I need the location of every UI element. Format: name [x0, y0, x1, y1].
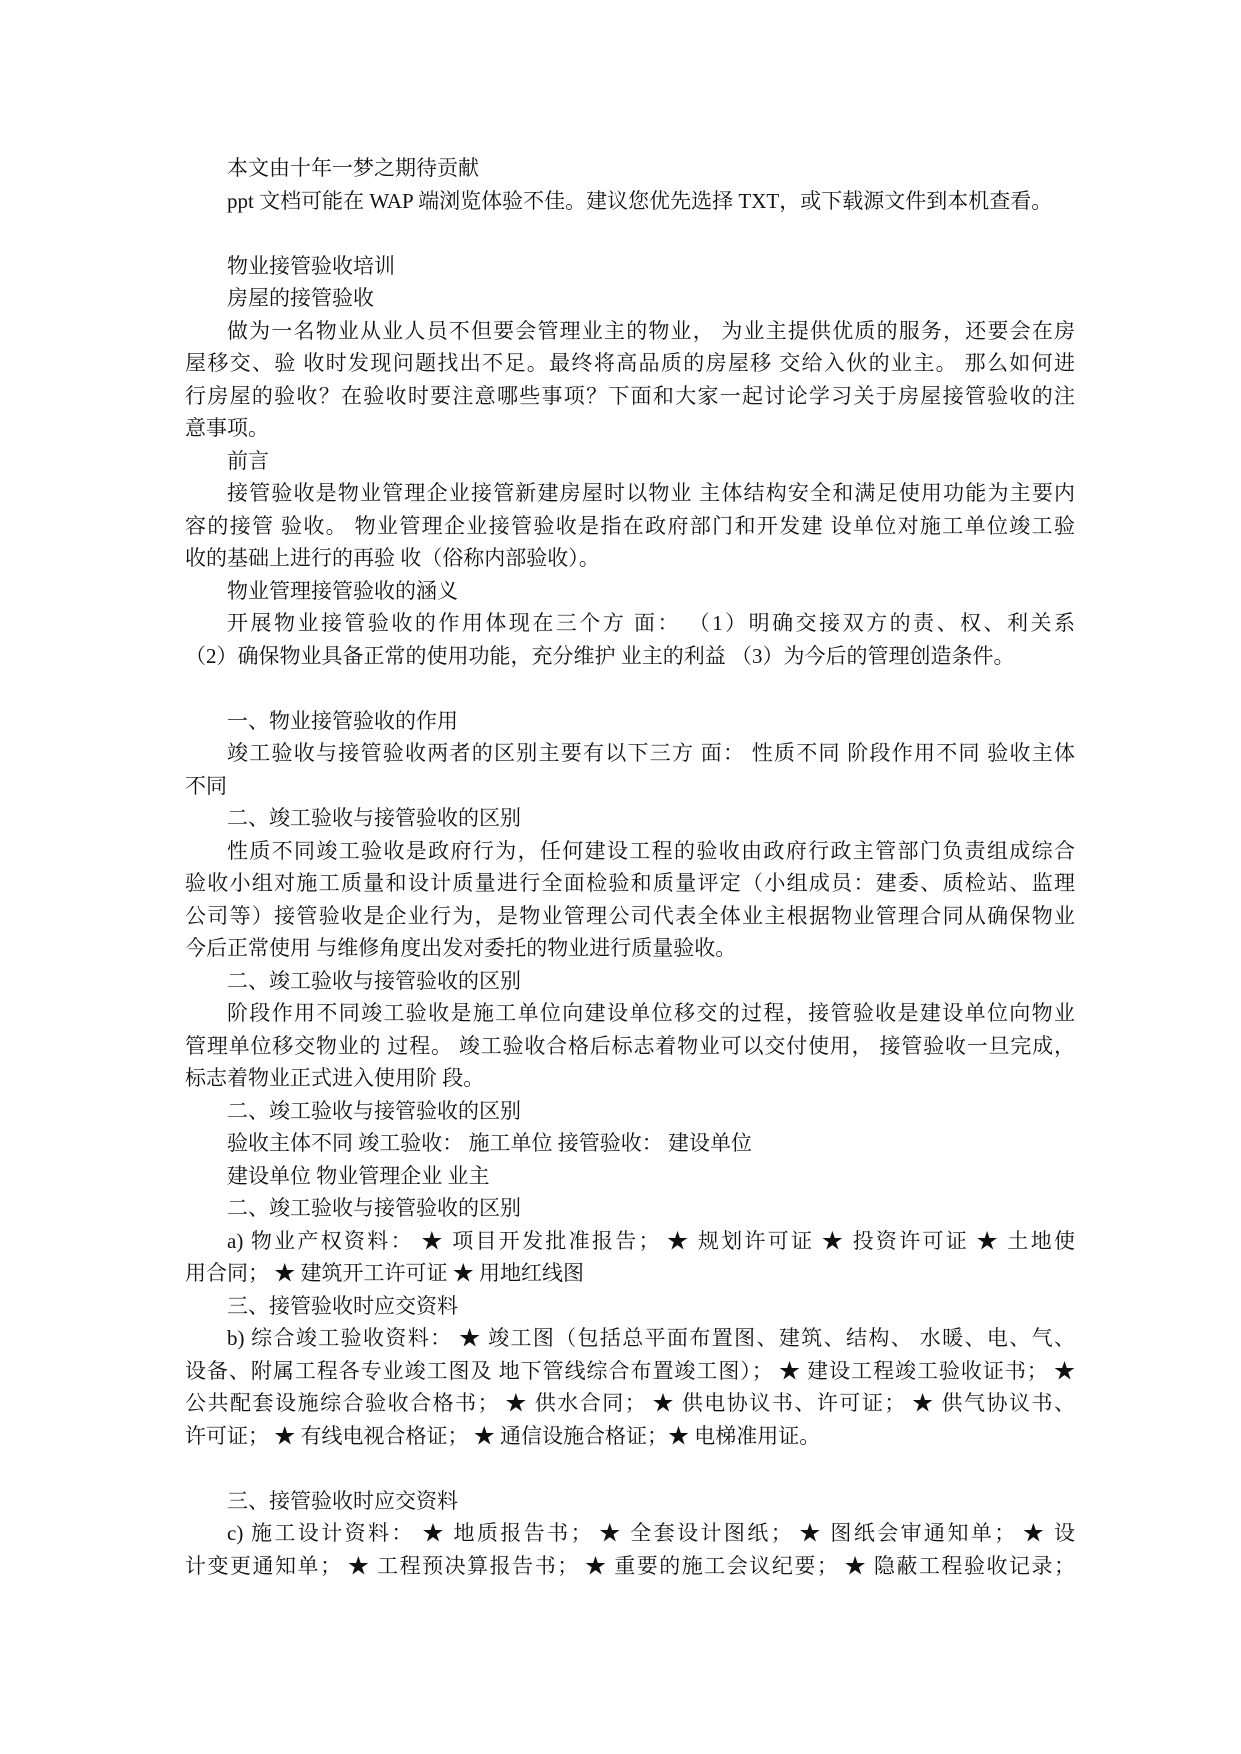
section-heading: 房屋的接管验收 — [227, 286, 374, 310]
blank-line — [185, 1452, 1075, 1485]
blank-line — [185, 672, 1075, 705]
text-line: （2）确保物业具备正常的使用功能，充分维护 业主的利益 （3）为今后的管理创造条件。 — [185, 643, 1015, 668]
text-line: 性质不同竣工验收是政府行为，任何建设工程的验收由政府行政主管部门负责组成综合 — [227, 838, 1075, 863]
notice-line: ppt 文档可能在 WAP 端浏览体验不佳。建议您优先选择 TXT，或下载源文件到本机查看。 — [227, 188, 1053, 213]
document-title: 物业接管验收培训 — [227, 253, 395, 278]
text-line: b) 综合竣工验收资料： ★ 竣工图（包括总平面布置图、建筑、结构、 水暖、电、气、 — [227, 1326, 1075, 1350]
text-line: a) 物业产权资料： ★ 项目开发批准报告； ★ 规划许可证 ★ 投资许可证 ★ 土地使 — [227, 1228, 1075, 1253]
body-paragraph — [185, 1517, 1075, 1582]
text-line: 今后正常使用 与维修角度出发对委托的物业进行质量验收。 — [185, 936, 737, 960]
text-line: 许可证； ★ 有线电视合格证； ★ 通信设施合格证；★ 电梯准用证。 — [185, 1423, 821, 1448]
text-line: 公司等）接管验收是企业行为，是物业管理公司代表全体业主根据物业管理合同从确保物业 — [185, 903, 1075, 928]
text-line: 标志着物业正式进入使用阶 段。 — [185, 1066, 485, 1090]
body-paragraph — [185, 1160, 1075, 1193]
body-paragraph — [185, 315, 1075, 445]
text-line: 验收小组对施工质量和设计质量进行全面检验和质量评定（小组成员：建委、质检站、监理 — [185, 871, 1075, 895]
text-line: c) 施工设计资料： ★ 地质报告书； ★ 全套设计图纸； ★ 图纸会审通知单； ★ 设 — [227, 1521, 1075, 1545]
text-line: 管理单位移交物业的 过程。 竣工验收合格后标志着物业可以交付使用， 接管验收一旦完成， — [185, 1033, 1075, 1058]
attribution-line: 本文由十年一梦之期待贡献 — [227, 156, 479, 180]
heading-paragraph — [185, 445, 1075, 478]
heading-paragraph — [185, 575, 1075, 608]
section-heading: 二、竣工验收与接管验收的区别 — [227, 806, 521, 830]
text-line: 容的接管 验收。 物业管理企业接管验收是指在政府部门和开发建 设单位对施工单位竣工验 — [185, 513, 1075, 538]
text-line: 行房屋的验收？在验收时要注意哪些事项？下面和大家一起讨论学习关于房屋接管验收的注 — [185, 383, 1075, 408]
section-heading: 物业管理接管验收的涵义 — [227, 578, 458, 603]
text-line: 接管验收是物业管理企业接管新建房屋时以物业 主体结构安全和满足使用功能为主要内 — [227, 481, 1075, 505]
title-paragraph — [185, 250, 1075, 283]
text-line: 用合同； ★ 建筑开工许可证 ★ 用地红线图 — [185, 1261, 584, 1285]
body-paragraph — [185, 477, 1075, 575]
blank-line — [185, 217, 1075, 250]
text-line: 做为一名物业从业人员不但要会管理业主的物业， 为业主提供优质的服务，还要会在房 — [227, 318, 1075, 343]
section-heading: 前言 — [227, 448, 269, 473]
text-line: 屋移交、验 收时发现问题找出不足。最终将高品质的房屋移 交给入伙的业主。 那么如何进 — [185, 351, 1075, 375]
section-heading: 三、接管验收时应交资料 — [227, 1293, 458, 1318]
body-paragraph — [185, 1322, 1075, 1452]
text-line: 设备、附属工程各专业竣工图及 地下管线综合布置竣工图）； ★ 建设工程竣工验收证书； ★ — [185, 1358, 1075, 1383]
heading-paragraph — [185, 1192, 1075, 1225]
heading-paragraph — [185, 802, 1075, 835]
document-page — [185, 152, 1075, 1582]
text-line: 计变更通知单； ★ 工程预决算报告书； ★ 重要的施工会议纪要； ★ 隐蔽工程验收记录； — [185, 1553, 1075, 1578]
body-paragraph — [185, 607, 1075, 672]
text-line: 公共配套设施综合验收合格书； ★ 供水合同； ★ 供电协议书、许可证； ★ 供气协议书、 — [185, 1391, 1075, 1415]
heading-paragraph — [185, 1485, 1075, 1518]
text-line: 验收主体不同 竣工验收： 施工单位 接管验收： 建设单位 — [227, 1131, 752, 1155]
section-heading: 一、物业接管验收的作用 — [227, 708, 458, 733]
section-heading: 二、竣工验收与接管验收的区别 — [227, 1098, 521, 1123]
text-line: 不同 — [185, 773, 227, 798]
heading-paragraph — [185, 1095, 1075, 1128]
heading-paragraph — [185, 965, 1075, 998]
body-paragraph — [185, 835, 1075, 965]
attribution-paragraph — [185, 152, 1075, 185]
heading-paragraph — [185, 705, 1075, 738]
body-paragraph — [185, 1127, 1075, 1160]
body-paragraph — [185, 1225, 1075, 1290]
text-line: 阶段作用不同竣工验收是施工单位向建设单位移交的过程，接管验收是建设单位向物业 — [227, 1001, 1075, 1025]
section-heading: 二、竣工验收与接管验收的区别 — [227, 1196, 521, 1220]
body-paragraph — [185, 997, 1075, 1095]
text-line: 收的基础上进行的再验 收（俗称内部验收）。 — [185, 546, 600, 570]
text-line: 竣工验收与接管验收两者的区别主要有以下三方 面： 性质不同 阶段作用不同 验收主体 — [227, 741, 1075, 765]
subtitle-paragraph — [185, 282, 1075, 315]
section-heading: 二、竣工验收与接管验收的区别 — [227, 968, 521, 993]
section-heading: 三、接管验收时应交资料 — [227, 1488, 458, 1513]
heading-paragraph — [185, 1290, 1075, 1323]
body-paragraph — [185, 737, 1075, 802]
text-line: 意事项。 — [185, 416, 269, 440]
text-line: 开展物业接管验收的作用体现在三个方 面： （1）明确交接双方的责、权、利关系 — [227, 611, 1075, 635]
notice-paragraph — [185, 185, 1075, 218]
text-line: 建设单位 物业管理企业 业主 — [227, 1163, 490, 1188]
